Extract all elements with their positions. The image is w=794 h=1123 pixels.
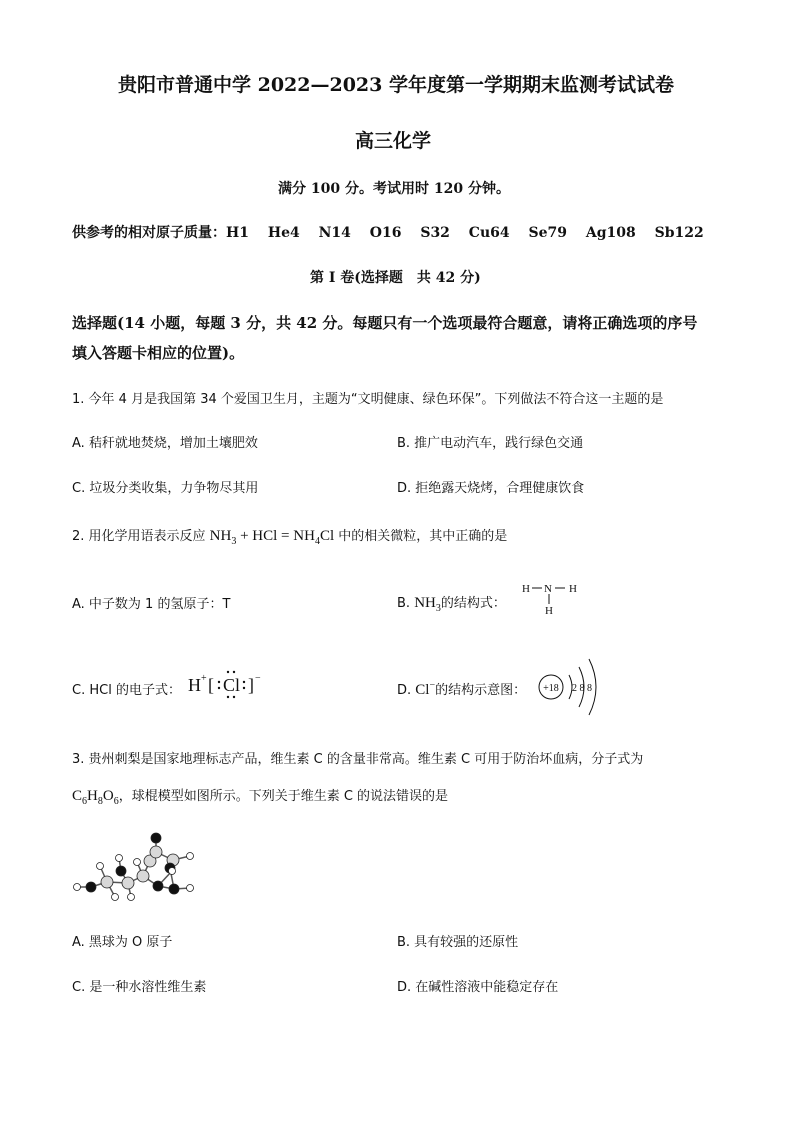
atomic-mass: Se79 — [528, 225, 567, 241]
svg-text:−: − — [255, 673, 261, 684]
q2-option-d-prefix: D. — [397, 683, 416, 698]
svg-text:[: [ — [208, 675, 214, 695]
nh3-structural-formula — [518, 578, 588, 620]
atomic-mass: Ag108 — [585, 225, 636, 241]
q3-stem-line1: 3. 贵州刺梨是国家地理标志产品，维生素 C 的含量非常高。维生素 C 可用于防治坏血病，分子式为 — [72, 752, 644, 767]
q3-option-c: C. 是一种水溶性维生素 — [72, 980, 207, 995]
svg-text:H: H — [569, 583, 577, 595]
q2-option-a: A. 中子数为 1 的氢原子：T — [72, 597, 231, 612]
q2-option-d — [397, 679, 526, 699]
q2-option-b — [397, 592, 506, 614]
score-time: 满分 100 分。考试用时 120 分钟。 — [278, 181, 510, 197]
q1-option-d: D. 拒绝露天烧烤，合理健康饮食 — [397, 481, 585, 496]
nucleus-charge: +18 — [543, 683, 559, 694]
atomic-mass: O16 — [369, 225, 402, 241]
q2-option-b-prefix: B. — [397, 596, 415, 611]
atomic-mass: S32 — [420, 225, 450, 241]
q2-option-c: C. HCl 的电子式： — [72, 683, 181, 698]
atomic-mass: Sb122 — [654, 225, 704, 241]
svg-text:H: H — [522, 583, 530, 595]
svg-text:Cl: Cl — [223, 675, 241, 695]
section-title: 第 I 卷(选择题 共 42 分) — [310, 270, 481, 286]
q2-stem-after: 中的相关微粒，其中正确的是 — [334, 529, 508, 544]
q3-stem-line2-text: ，球棍模型如图所示。下列关于维生素 C 的说法错误的是 — [118, 789, 449, 804]
atomic-mass: N14 — [318, 225, 351, 241]
section-instructions-line2: 填入答题卡相应的位置)。 — [72, 344, 245, 362]
q2-stem-before: 2. 用化学用语表示反应 — [72, 529, 210, 544]
atomic-masses-row — [72, 222, 704, 242]
q3-stem-line2 — [72, 785, 448, 807]
atomic-mass: He4 — [267, 225, 300, 241]
q2-option-d-suffix: 的结构示意图： — [435, 683, 527, 698]
svg-text:+: + — [201, 673, 207, 684]
q3-option-b: B. 具有较强的还原性 — [397, 935, 519, 950]
vitamin-c-formula: $C_6H_8O_6$ — [72, 788, 119, 807]
hcl-electron-formula — [186, 665, 266, 705]
q3-option-d: D. 在碱性溶液中能稳定存在 — [397, 980, 559, 995]
section-instructions-line1: 选择题(14 小题，每题 3 分，共 42 分。每题只有一个选项最符合题意，请将正确选项的序号 — [72, 314, 698, 332]
nh3-formula: $NH_3$ — [414, 595, 441, 614]
atomic-masses-label: 供参考的相对原子质量： — [72, 225, 226, 241]
q3-option-a: A. 黑球为 O 原子 — [72, 935, 173, 950]
atomic-mass: H1 — [226, 225, 249, 241]
svg-text:H: H — [545, 605, 553, 617]
atomic-mass: Cu64 — [468, 225, 510, 241]
q1-option-a: A. 秸秆就地焚烧，增加土壤肥效 — [72, 436, 258, 451]
subject-title: 高三化学 — [355, 130, 432, 152]
svg-text:]: ] — [248, 675, 254, 695]
q1-option-c: C. 垃圾分类收集，力争物尽其用 — [72, 481, 259, 496]
svg-text:H: H — [188, 675, 201, 695]
svg-text:N: N — [544, 583, 552, 595]
exam-title: 贵阳市普通中学 2022—2023 学年度第一学期期末监测考试试卷 — [118, 74, 674, 96]
chloride-ion-structure-diagram — [536, 654, 606, 720]
chloride-ion-formula: Cl− — [415, 680, 436, 698]
q2-reaction-equation: $NH_3$ + HCl = $NH_4Cl$ — [209, 528, 335, 547]
q2-stem — [72, 525, 507, 547]
shell-electrons: 2 8 8 — [572, 683, 592, 694]
q1-stem: 1. 今年 4 月是我国第 34 个爱国卫生月，主题为“文明健康、绿色环保”。下列做法不符合这一主题的是 — [72, 392, 664, 407]
q1-option-b: B. 推广电动汽车，践行绿色交通 — [397, 436, 584, 451]
q2-option-b-suffix: 的结构式： — [440, 596, 506, 611]
vitamin-c-ball-stick-model — [70, 828, 210, 908]
